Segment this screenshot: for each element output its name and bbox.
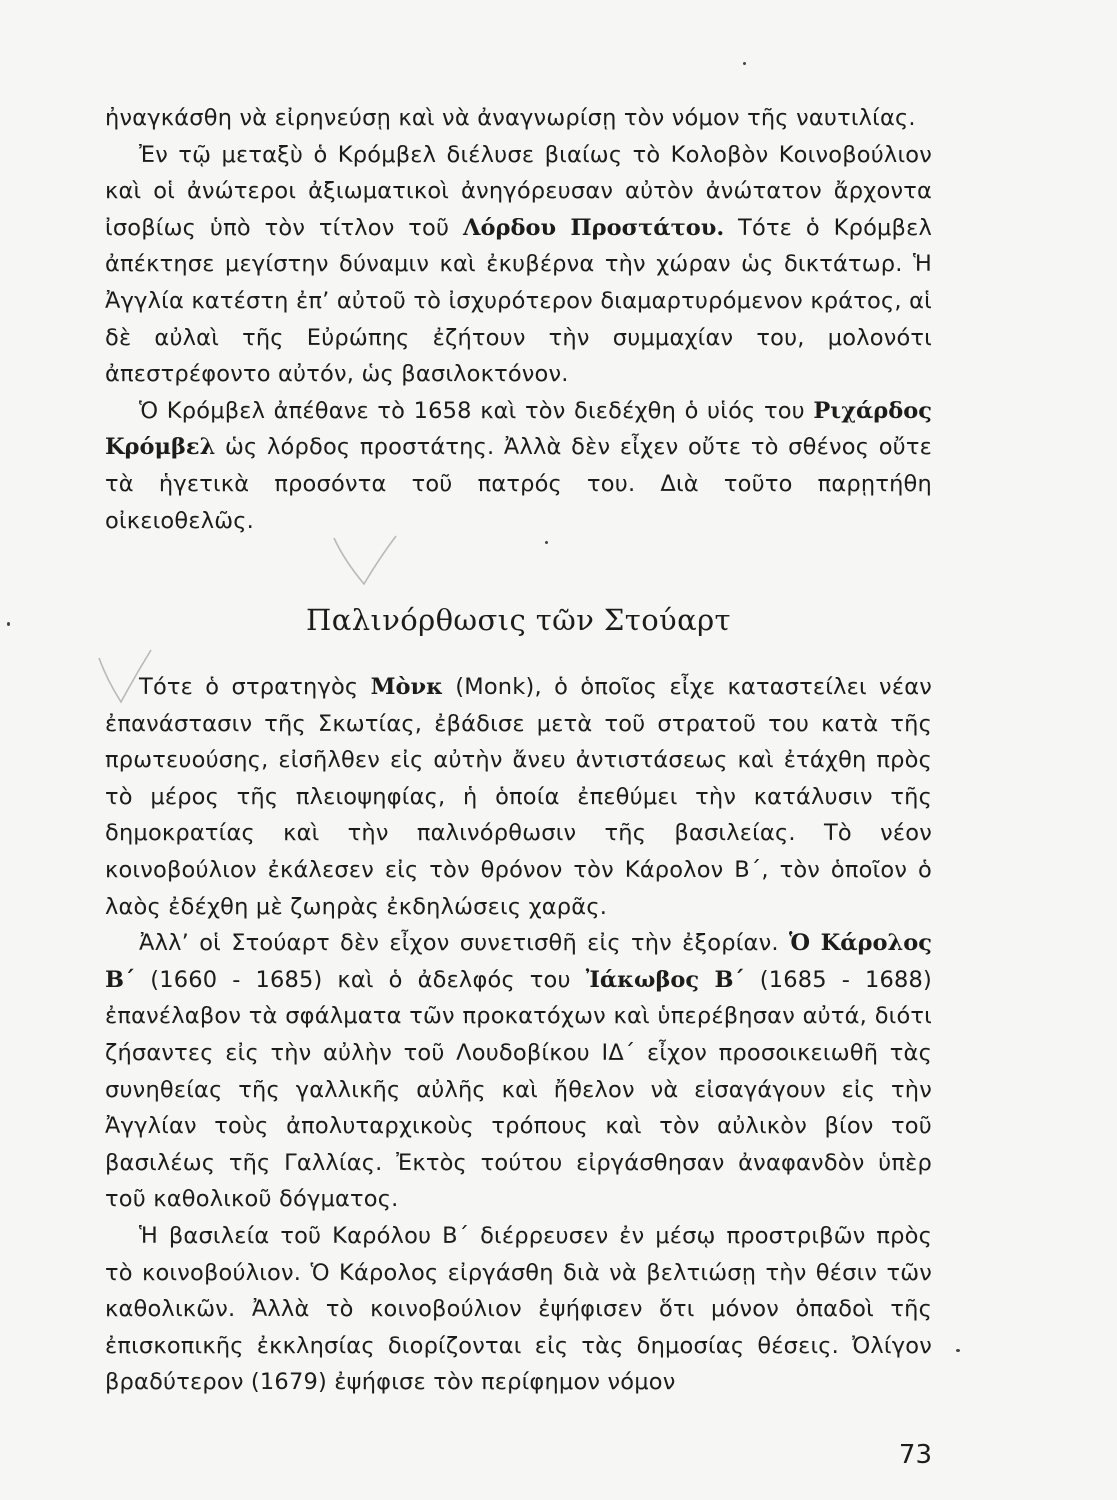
scan-speck	[7, 622, 10, 626]
bold-term: Ριχάρδος Κρόμβελ	[105, 397, 932, 461]
paragraph	[105, 1218, 932, 1401]
text-run: ἠναγκάσθη νὰ εἰρηνεύσῃ καὶ νὰ ἀναγνωρίσῃ τὸν νόμον τῆς ναυτιλίας.	[105, 105, 916, 131]
scan-speck	[956, 1349, 960, 1352]
text-run: Τότε ὁ Κρόμβελ ἀπέκτησε μεγίστην δύναμιν καὶ ἐκυβέρνα τὴν χώραν ὡς δικτάτωρ. Ἡ Ἀγγλία κατέστη ἐπ’ αὐτοῦ τὸ ἰσχυρότερον διαμαρτυρόμενον κράτος, αἱ δὲ αὐλαὶ τῆς Εὐρώπης ἐζήτουν τὴν συμμαχίαν του, μολονότι ἀπεστρέφοντο αὐτόν, ὡς βασιλοκτόνον.	[105, 214, 932, 388]
paragraph	[105, 393, 932, 539]
scan-speck	[545, 541, 548, 544]
section-heading: Παλινόρθωσις τῶν Στούαρτ	[306, 603, 731, 637]
scan-speck	[743, 62, 746, 65]
paragraph	[105, 100, 932, 137]
text-run: (Monk), ὁ ὁποῖος εἶχε καταστείλει νέαν ἐπανάστασιν τῆς Σκωτίας, ἐβάδισε μετὰ τοῦ στρατοῦ του κατὰ τῆς πρωτευούσης, εἰσῆλθεν εἰς αὐτὴν ἄνευ ἀντιστάσεως καὶ ἐτάχθη πρὸς τὸ μέρος τῆς πλειοψηφίας, ἡ ὁποία ἐπεθύμει τὴν κατάλυσιν τῆς δημοκρατίας καὶ τὴν παλινόρθωσιν τῆς βασιλείας. Τὸ νέον κοινοβούλιον ἐκάλεσεν εἰς τὸν θρόνον τὸν Κάρολον Β΄, τὸν ὁποῖον ὁ λαὸς ἐδέχθη μὲ ζωηρὰς ἐκδηλώσεις χαρᾶς.	[105, 674, 932, 920]
text-run: Ὁ Κρόμβελ ἀπέθανε τὸ 1658 καὶ τὸν διεδέχθη ὁ υἱός του	[139, 397, 814, 424]
bold-term: Λόρδου Προστάτου.	[463, 214, 725, 241]
text-run: (1660 - 1685) καὶ ὁ ἀδελφός του	[135, 966, 586, 993]
bold-term: Ὁ Κάρολος Β΄	[105, 930, 932, 993]
paragraph	[105, 669, 932, 925]
text-run: Τότε ὁ στρατηγὸς	[139, 674, 371, 700]
text-run: Ἐν τῷ μεταξὺ ὁ Κρόμβελ διέλυσε βιαίως τὸ Κολοβὸν Κοινοβούλιον καὶ οἱ ἀνώτεροι ἀξιωματικοὶ ἀνηγόρευσαν αὐτὸν ἀνώτατον ἄρχοντα ἰσοβίως ὑπὸ τὸν τίτλον τοῦ	[105, 141, 932, 241]
paragraph	[105, 925, 932, 1218]
bold-term: Μὸνκ	[370, 674, 443, 700]
text-run: Ἀλλ’ οἱ Στούαρτ δὲν εἶχον συνετισθῆ εἰς τὴν ἐξορίαν.	[139, 930, 789, 957]
page-number: 73	[898, 1440, 932, 1470]
text-run: ὡς λόρδος προστάτης. Ἀλλὰ δὲν εἶχεν οὔτε τὸ σθένος οὔτε τὰ ἡγετικὰ προσόντα τοῦ πατρός του. Διὰ τοῦτο παρῃτήθη οἰκειοθελῶς.	[105, 434, 932, 534]
text-run: Ἡ βασιλεία τοῦ Καρόλου Β΄ διέρρευσεν ἐν μέσῳ προστριβῶν πρὸς τὸ κοινοβούλιον. Ὁ Κάρολος εἰργάσθη διὰ νὰ βελτιώσῃ τὴν θέσιν τῶν καθολικῶν. Ἀλλὰ τὸ κοινοβούλιον ἐψήφισεν ὅτι μόνον ὀπαδοὶ τῆς ἐπισκοπικῆς ἐκκλησίας διορίζονται εἰς τὰς δημοσίας θέσεις. Ὀλίγον βραδύτερον (1679) ἐψήφισε τὸν περίφημον νόμον	[105, 1222, 932, 1396]
text-run: (1685 - 1688) ἐπανέλαβον τὰ σφάλματα τῶν προκατόχων καὶ ὑπερέβησαν αὐτά, διότι ζήσαντες εἰς τὴν αὐλὴν τοῦ Λουδοβίκου ΙΔ΄ εἶχον προσοικειωθῆ τὰς συνηθείας τῆς γαλλικῆς αὐλῆς καὶ ἤθελον νὰ εἰσαγάγουν εἰς τὴν Ἀγγλίαν τοὺς ἀπολυταρχικοὺς τρόπους καὶ τὸν αὐλικὸν βίον τοῦ βασιλέως τῆς Γαλλίας. Ἐκτὸς τούτου εἰργάσθησαν ἀναφανδὸν ὑπὲρ τοῦ καθολικοῦ δόγματος.	[105, 966, 932, 1213]
paragraph	[105, 137, 932, 393]
bold-term: Ἰάκωβος Β΄	[585, 966, 745, 993]
body-text-top	[105, 100, 932, 539]
body-text-bottom	[105, 669, 932, 1401]
